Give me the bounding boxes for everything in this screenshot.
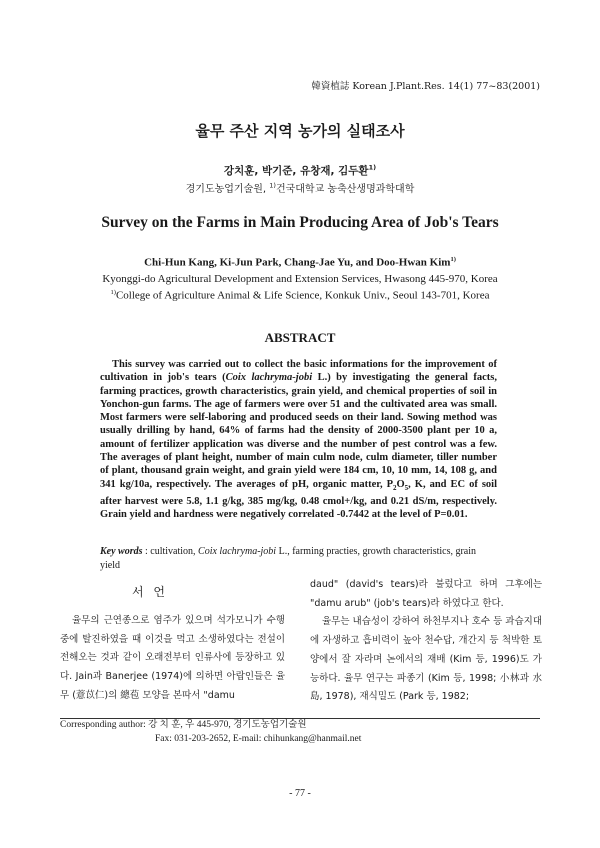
affiliation-english-2-text: College of Agriculture Animal & Life Science, Konkuk Univ., Seoul 143-701, Korea bbox=[115, 289, 490, 302]
authors-korean bbox=[0, 163, 600, 178]
abstract-species: Coix lachryma-jobi bbox=[225, 372, 313, 384]
left-column-text: 율무의 근연종으로 염주가 있으며 석가모니가 수행중에 탈진하였을 때 이것을 먹고 소생하였다는 전설이 전해오는 것과 같이 오래전부터 인류사에 등장하고 있다. Jain과 Banerjee (1974)에 의하면 아랍인들은 율무 (薏苡仁)의 總苞 모양을 본따서 "damu bbox=[60, 615, 285, 701]
keywords-label: Key words bbox=[100, 546, 143, 557]
keywords-sep: : cultivation, bbox=[142, 546, 199, 557]
abstract-part-1: This survey was carried out to collect the basic informations for the improvement of cultivation in job's tears ( bbox=[100, 359, 497, 384]
abstract-heading: ABSTRACT bbox=[264, 330, 336, 345]
keywords bbox=[100, 545, 497, 572]
authors-english-names: Chi-Hun Kang, Ki-Jun Park, Chang-Jae Yu, and Doo-Hwan Kim bbox=[144, 256, 451, 269]
journal-citation: 韓資植誌 Korean J.Plant.Res. 14(1) 77~83(2001) bbox=[311, 81, 540, 92]
contact-fax-email: Fax: 031-203-2652, E-mail: chihunkang@hanmail.net bbox=[155, 734, 362, 744]
affiliation-korean-1: 경기도농업기술원, bbox=[185, 184, 267, 195]
abstract-body bbox=[100, 358, 497, 522]
page-number: - 77 - bbox=[289, 788, 311, 799]
authors-english bbox=[0, 256, 600, 269]
affiliation-korean-2: 건국대학교 농축산생명과학대학 bbox=[275, 184, 415, 195]
authors-english-sup: 1) bbox=[450, 256, 456, 263]
right-column-paragraph-2: 율무는 내습성이 강하여 하천부지나 호수 등 과습지대에 자생하고 흡비력이 높아 천수답, 개간지 등 척박한 토양에서 잘 자라며 논에서의 재배 (Kim 등, 1996)도 가능하다. 율무 연구는 파종기 (Kim 등, 1998; 小林과 水島, 1978), 재식밀도 (Park 등, 1982; bbox=[310, 616, 543, 703]
affiliation-korean-sup: 1) bbox=[269, 181, 276, 190]
abstract-part-4: , K, and EC of soil after harvest were 5.8, 1.1 g/kg, 385 mg/kg, 0.48 cmol+/kg, and 0.21 dS/m, respectively. Grain yield and hardness were negatively correlated -0.7442 at the level of P=0.01. bbox=[100, 478, 497, 521]
section-heading-introduction: 서 언 bbox=[132, 585, 168, 599]
affiliation-korean bbox=[0, 180, 600, 195]
corresponding-author: Corresponding author: 강 치 훈, 우 445-970, 경기도농업기술원 bbox=[60, 720, 307, 730]
abstract-part-3: O bbox=[396, 478, 405, 490]
title-english: Survey on the Farms in Main Producing Area of Job's Tears bbox=[101, 214, 499, 231]
authors-korean-sup: 1) bbox=[368, 163, 377, 172]
title-korean: 율무 주산 지역 농가의 실태조사 bbox=[195, 122, 405, 140]
right-column-paragraph-1: daud" (david's tears)라 불렀다고 하며 그후에는 "damu arub" (job's tears)라 하였다고 한다. bbox=[310, 579, 542, 609]
right-column bbox=[310, 576, 542, 707]
keywords-rest: L., farming practies, growth characteristics, grain yield bbox=[100, 546, 477, 571]
abstract-sub-2: 2 bbox=[392, 483, 397, 492]
authors-korean-names: 강치훈, 박기준, 유창재, 김두환 bbox=[223, 165, 369, 177]
abstract-sub-5: 5 bbox=[404, 483, 409, 492]
abstract-part-2: L.) by investigating the general facts, farming practices, growth characteristics, grain yield, and chemical properties of soil in Yonchon-gun farms. The age of farmers were over 51 and the cultivated area was small. Most farmers were self-laboring and produced seeds on their land. Sowing method was usually drilling by hand, 64% of farms had the density of 2000-3500 plant per 10 a, amount of fertilizer application was diverse and the number of pest control was a few. The averages of plant height, number of main culm node, culm diameter, tiller number of plant, thousand grain weight, and grain yield were 184 cm, 10, 10 mm, 14, 108 g, and 341 kg/10a, respectively. The averages of pH, organic matter, P bbox=[100, 372, 497, 490]
keywords-species: Coix lachryma-jobi bbox=[198, 546, 277, 557]
affiliation-english-2-sup: 1) bbox=[110, 289, 116, 296]
affiliation-english-2 bbox=[0, 289, 600, 302]
affiliation-english-1: Kyonggi-do Agricultural Development and Extension Services, Hwasong 445-970, Korea bbox=[102, 273, 498, 285]
